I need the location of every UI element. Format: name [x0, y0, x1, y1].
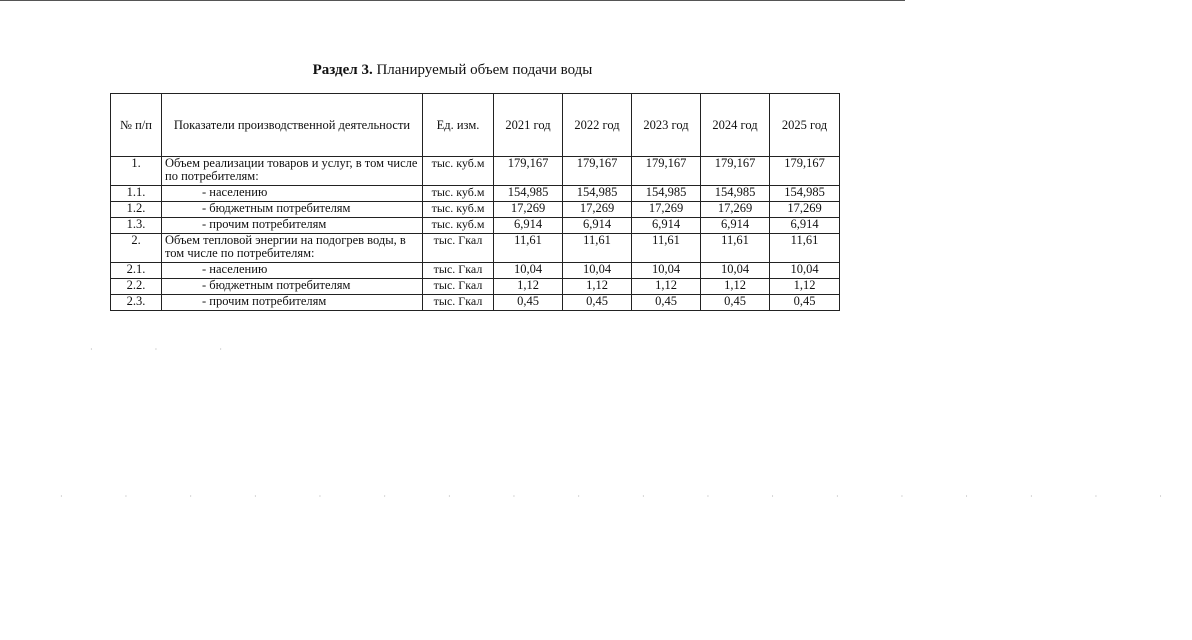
row-value-2025: 6,914 [770, 218, 840, 234]
row-value-2024: 179,167 [701, 157, 770, 186]
row-value-2025: 11,61 [770, 234, 840, 263]
row-value-2022: 179,167 [563, 157, 632, 186]
row-value-2024: 0,45 [701, 295, 770, 311]
row-indicator: - бюджетным потребителям [162, 279, 423, 295]
row-value-2023: 10,04 [632, 263, 701, 279]
table-row [111, 157, 840, 186]
row-value-2022: 1,12 [563, 279, 632, 295]
row-value-2023: 17,269 [632, 202, 701, 218]
row-indicator: - населению [162, 263, 423, 279]
row-num: 2.3. [111, 295, 162, 311]
row-value-2023: 154,985 [632, 186, 701, 202]
row-indicator: - прочим потребителям [162, 295, 423, 311]
row-num: 1.2. [111, 202, 162, 218]
table-header-row [111, 94, 840, 157]
row-value-2023: 1,12 [632, 279, 701, 295]
row-value-2022: 17,269 [563, 202, 632, 218]
row-unit: тыс. Гкал [423, 295, 494, 311]
row-num: 2. [111, 234, 162, 263]
scan-noise: · · · · · · · · · · · · · · · · · · [60, 492, 1192, 501]
row-value-2025: 1,12 [770, 279, 840, 295]
row-value-2024: 1,12 [701, 279, 770, 295]
row-value-2024: 6,914 [701, 218, 770, 234]
row-value-2021: 0,45 [494, 295, 563, 311]
row-value-2021: 6,914 [494, 218, 563, 234]
row-value-2024: 11,61 [701, 234, 770, 263]
row-value-2022: 6,914 [563, 218, 632, 234]
scan-edge-line [0, 0, 905, 1]
header-2023: 2023 год [632, 94, 701, 157]
row-value-2022: 10,04 [563, 263, 632, 279]
row-value-2025: 154,985 [770, 186, 840, 202]
row-num: 1.3. [111, 218, 162, 234]
row-value-2021: 10,04 [494, 263, 563, 279]
table-row [111, 186, 840, 202]
row-unit: тыс. Гкал [423, 263, 494, 279]
row-indicator: - прочим потребителям [162, 218, 423, 234]
header-2021: 2021 год [494, 94, 563, 157]
row-value-2023: 11,61 [632, 234, 701, 263]
header-indicator: Показатели производственной деятельности [162, 94, 423, 157]
header-2025: 2025 год [770, 94, 840, 157]
row-value-2025: 0,45 [770, 295, 840, 311]
row-num: 2.1. [111, 263, 162, 279]
header-unit: Ед. изм. [423, 94, 494, 157]
row-value-2023: 0,45 [632, 295, 701, 311]
row-value-2023: 6,914 [632, 218, 701, 234]
row-num: 2.2. [111, 279, 162, 295]
table-row [111, 295, 840, 311]
row-value-2022: 11,61 [563, 234, 632, 263]
row-value-2024: 17,269 [701, 202, 770, 218]
row-indicator: - населению [162, 186, 423, 202]
row-value-2025: 17,269 [770, 202, 840, 218]
water-supply-table [110, 93, 840, 311]
row-indicator: - бюджетным потребителям [162, 202, 423, 218]
table-row [111, 234, 840, 263]
scan-noise: · · · [90, 345, 252, 354]
row-value-2021: 154,985 [494, 186, 563, 202]
row-value-2023: 179,167 [632, 157, 701, 186]
header-2022: 2022 год [563, 94, 632, 157]
row-unit: тыс. Гкал [423, 279, 494, 295]
header-2024: 2024 год [701, 94, 770, 157]
row-value-2021: 11,61 [494, 234, 563, 263]
row-value-2021: 1,12 [494, 279, 563, 295]
table-row [111, 218, 840, 234]
row-unit: тыс. куб.м [423, 186, 494, 202]
row-value-2025: 179,167 [770, 157, 840, 186]
row-unit: тыс. куб.м [423, 157, 494, 186]
section-title [0, 62, 905, 79]
table-row [111, 263, 840, 279]
row-value-2021: 179,167 [494, 157, 563, 186]
header-num: № п/п [111, 94, 162, 157]
row-value-2022: 0,45 [563, 295, 632, 311]
row-unit: тыс. Гкал [423, 234, 494, 263]
row-indicator: Объем тепловой энергии на подогрев воды, в том числе по потребителям: [162, 234, 423, 263]
section-title-text: Планируемый объем подачи воды [372, 62, 593, 78]
table-row [111, 279, 840, 295]
row-unit: тыс. куб.м [423, 202, 494, 218]
row-value-2024: 10,04 [701, 263, 770, 279]
row-value-2024: 154,985 [701, 186, 770, 202]
row-unit: тыс. куб.м [423, 218, 494, 234]
row-value-2025: 10,04 [770, 263, 840, 279]
row-num: 1.1. [111, 186, 162, 202]
row-value-2021: 17,269 [494, 202, 563, 218]
row-num: 1. [111, 157, 162, 186]
table-row [111, 202, 840, 218]
row-indicator: Объем реализации товаров и услуг, в том числе по потребителям: [162, 157, 423, 186]
section-title-bold: Раздел 3. [312, 62, 373, 78]
row-value-2022: 154,985 [563, 186, 632, 202]
